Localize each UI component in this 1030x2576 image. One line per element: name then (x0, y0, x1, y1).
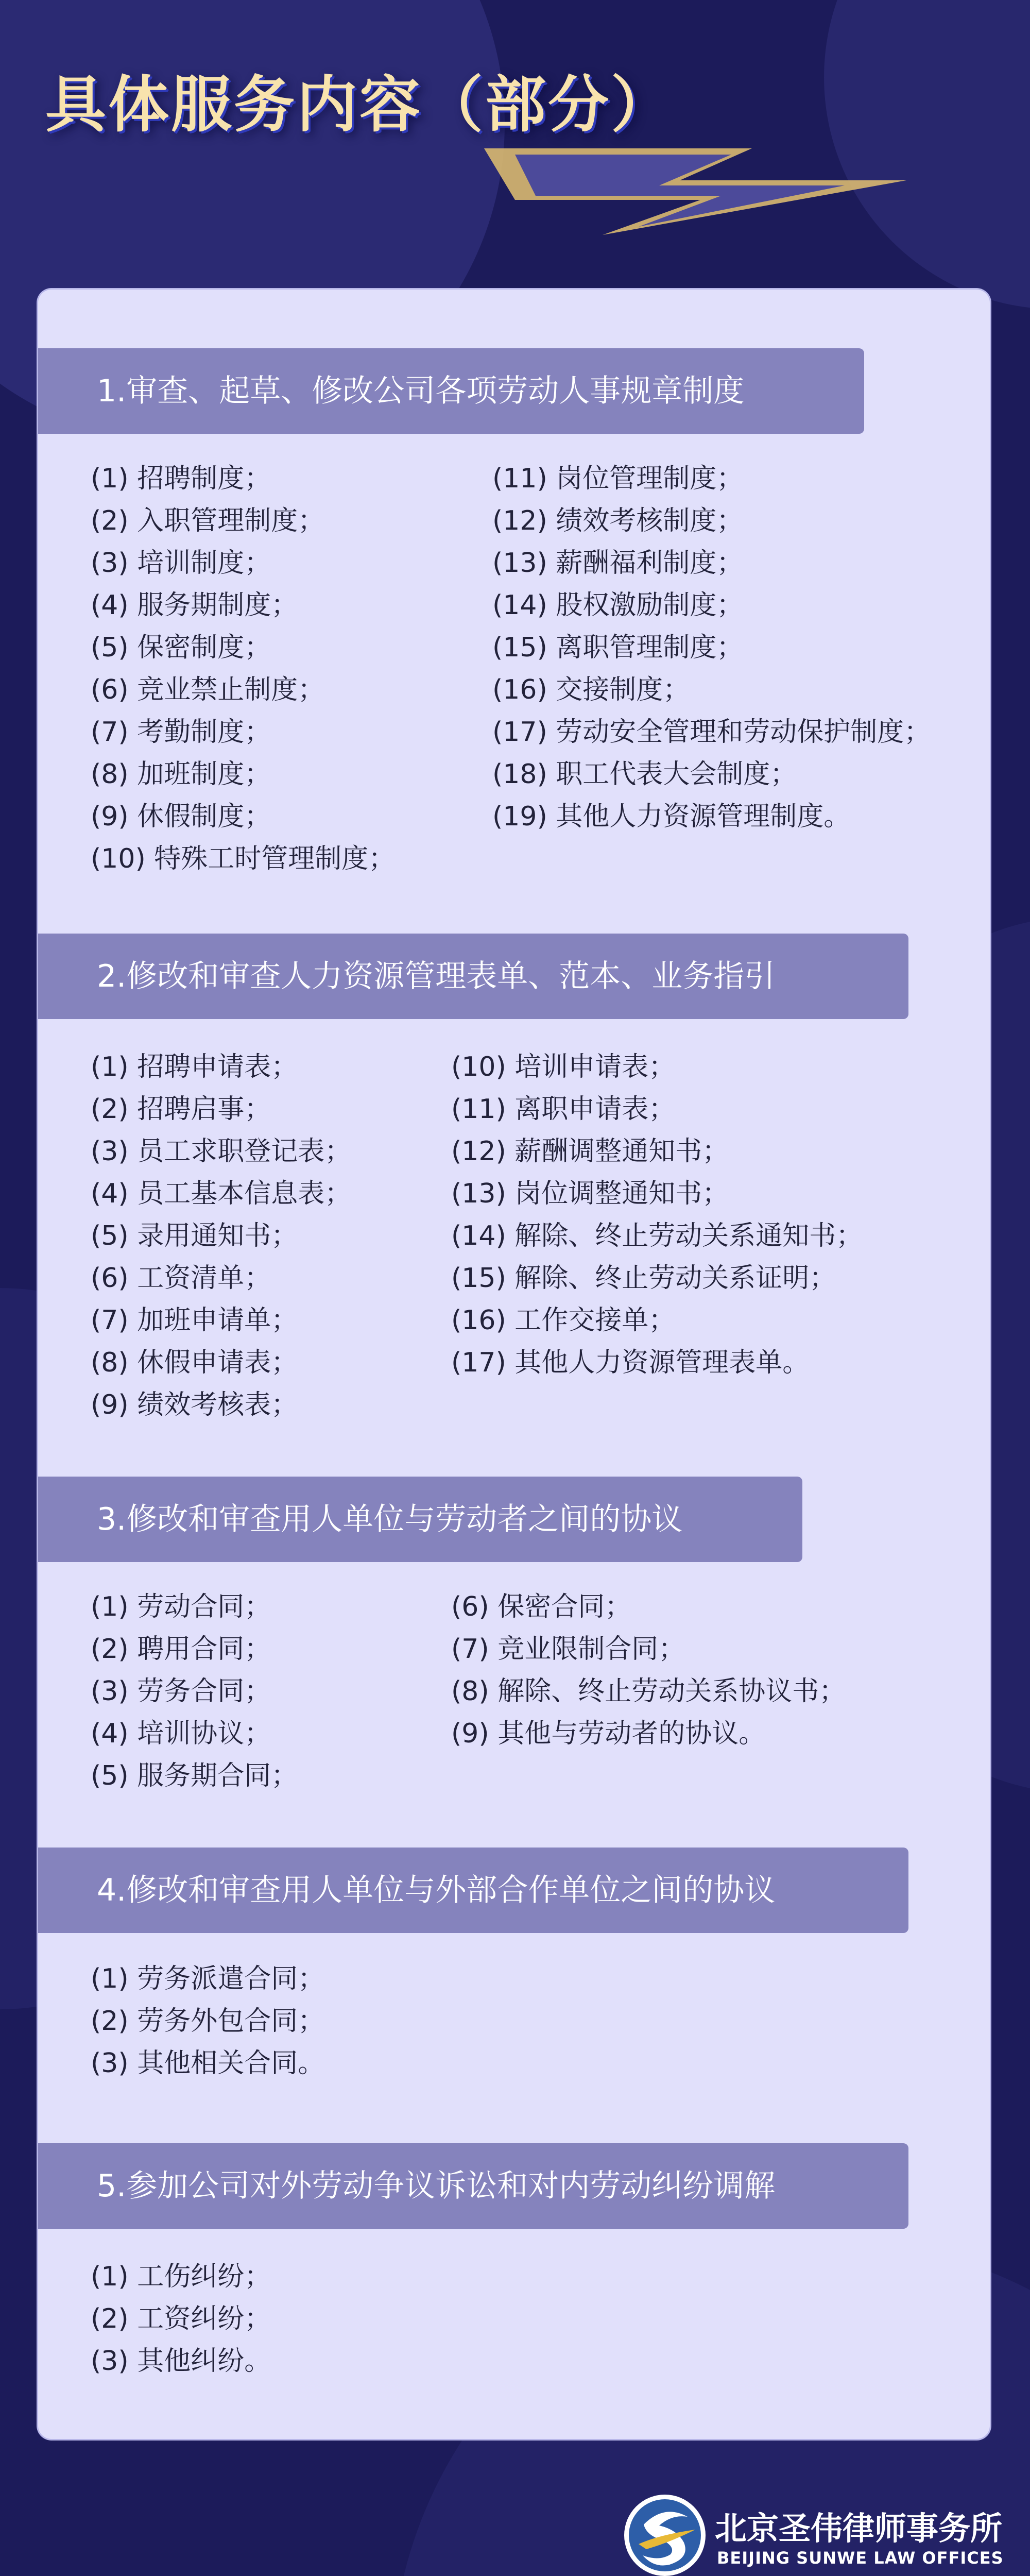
page-title: 具体服务内容（部分） (45, 69, 674, 140)
list-item: (4) 服务期制度； (91, 590, 298, 621)
list-item: (17) 其他人力资源管理表单。 (451, 1347, 810, 1378)
list-item: (11) 岗位管理制度； (492, 463, 744, 494)
list-item: (8) 休假申请表； (91, 1347, 298, 1378)
list-item: (2) 劳务外包合同； (91, 2006, 325, 2037)
list-item: (5) 保密制度； (91, 632, 271, 663)
list-item: (6) 竞业禁止制度； (91, 674, 325, 705)
section-3-right-list (451, 1586, 966, 1755)
section-3-header: 3.修改和审查用人单位与劳动者之间的协议 (38, 1477, 802, 1562)
list-item: (5) 录用通知书； (91, 1221, 298, 1251)
list-item: (16) 工作交接单； (451, 1305, 676, 1336)
list-item: (13) 薪酬福利制度； (492, 548, 744, 579)
list-item: (10) 培训申请表； (451, 1052, 676, 1082)
list-item: (7) 考勤制度； (91, 717, 271, 748)
list-item: (3) 员工求职登记表； (91, 1136, 352, 1167)
list-item: (14) 解除、终止劳动关系通知书； (451, 1221, 863, 1251)
list-item: (6) 保密合同； (451, 1591, 632, 1622)
section-5-header: 5.参加公司对外劳动争议诉讼和对内劳动纠纷调解 (38, 2143, 908, 2229)
list-item: (16) 交接制度； (492, 674, 690, 705)
list-item: (12) 绩效考核制度； (492, 505, 744, 536)
list-item: (10) 特殊工时管理制度； (91, 843, 396, 874)
list-item: (1) 招聘制度； (91, 463, 271, 494)
list-item: (2) 招聘启事； (91, 1094, 271, 1125)
list-item: (15) 解除、终止劳动关系证明； (451, 1263, 836, 1294)
list-item: (18) 职工代表大会制度； (492, 759, 797, 790)
section-4-list (91, 1958, 554, 2084)
list-item: (1) 劳务派遣合同； (91, 1963, 325, 1994)
list-item: (8) 加班制度； (91, 759, 271, 790)
list-item: (3) 其他纠纷。 (91, 2346, 271, 2377)
list-item: (7) 加班申请单； (91, 1305, 298, 1336)
section-1-header: 1.审查、起草、修改公司各项劳动人事规章制度 (38, 348, 864, 434)
list-item: (14) 股权激励制度； (492, 590, 744, 621)
firm-emblem-icon (623, 2494, 707, 2576)
list-item: (6) 工资清单； (91, 1263, 271, 1294)
list-item: (1) 招聘申请表； (91, 1052, 298, 1082)
list-item: (17) 劳动安全管理和劳动保护制度； (492, 717, 931, 748)
list-item: (1) 劳动合同； (91, 1591, 271, 1622)
list-item: (2) 聘用合同； (91, 1634, 271, 1665)
section-2-left-list (91, 1046, 441, 1426)
section-2-header: 2.修改和审查人力资源管理表单、范本、业务指引 (38, 934, 908, 1019)
list-item: (1) 工伤纠纷； (91, 2261, 271, 2292)
list-item: (4) 员工基本信息表； (91, 1178, 352, 1209)
list-item: (13) 岗位调整通知书； (451, 1178, 729, 1209)
list-item: (5) 服务期合同； (91, 1760, 298, 1791)
list-item: (9) 其他与劳动者的协议。 (451, 1718, 766, 1749)
firm-name-cn: 北京圣伟律师事务所 (715, 2510, 1003, 2547)
list-item: (3) 培训制度； (91, 548, 271, 579)
list-item: (2) 工资纠纷； (91, 2303, 271, 2334)
list-item: (11) 离职申请表； (451, 1094, 676, 1125)
list-item: (3) 劳务合同； (91, 1676, 271, 1707)
section-2-right-list (451, 1046, 966, 1384)
list-item: (19) 其他人力资源管理制度。 (492, 801, 851, 832)
section-1-left-list (91, 457, 467, 880)
section-5-list (91, 2256, 554, 2382)
section-3-left-list (91, 1586, 441, 1797)
firm-logo (623, 2492, 1015, 2576)
list-item: (4) 培训协议； (91, 1718, 271, 1749)
list-item: (9) 休假制度； (91, 801, 271, 832)
list-item: (8) 解除、终止劳动关系协议书； (451, 1676, 846, 1707)
list-item: (3) 其他相关合同。 (91, 2048, 325, 2079)
list-item: (12) 薪酬调整通知书； (451, 1136, 729, 1167)
list-item: (2) 入职管理制度； (91, 505, 325, 536)
lightning-bolt-decoration (484, 144, 906, 237)
section-1-right-list (492, 457, 946, 838)
list-item: (15) 离职管理制度； (492, 632, 744, 663)
list-item: (9) 绩效考核表； (91, 1389, 298, 1420)
list-item: (7) 竞业限制合同； (451, 1634, 685, 1665)
firm-name-en: BEIJING SUNWE LAW OFFICES (717, 2548, 1004, 2568)
section-4-header: 4.修改和审查用人单位与外部合作单位之间的协议 (38, 1848, 908, 1933)
